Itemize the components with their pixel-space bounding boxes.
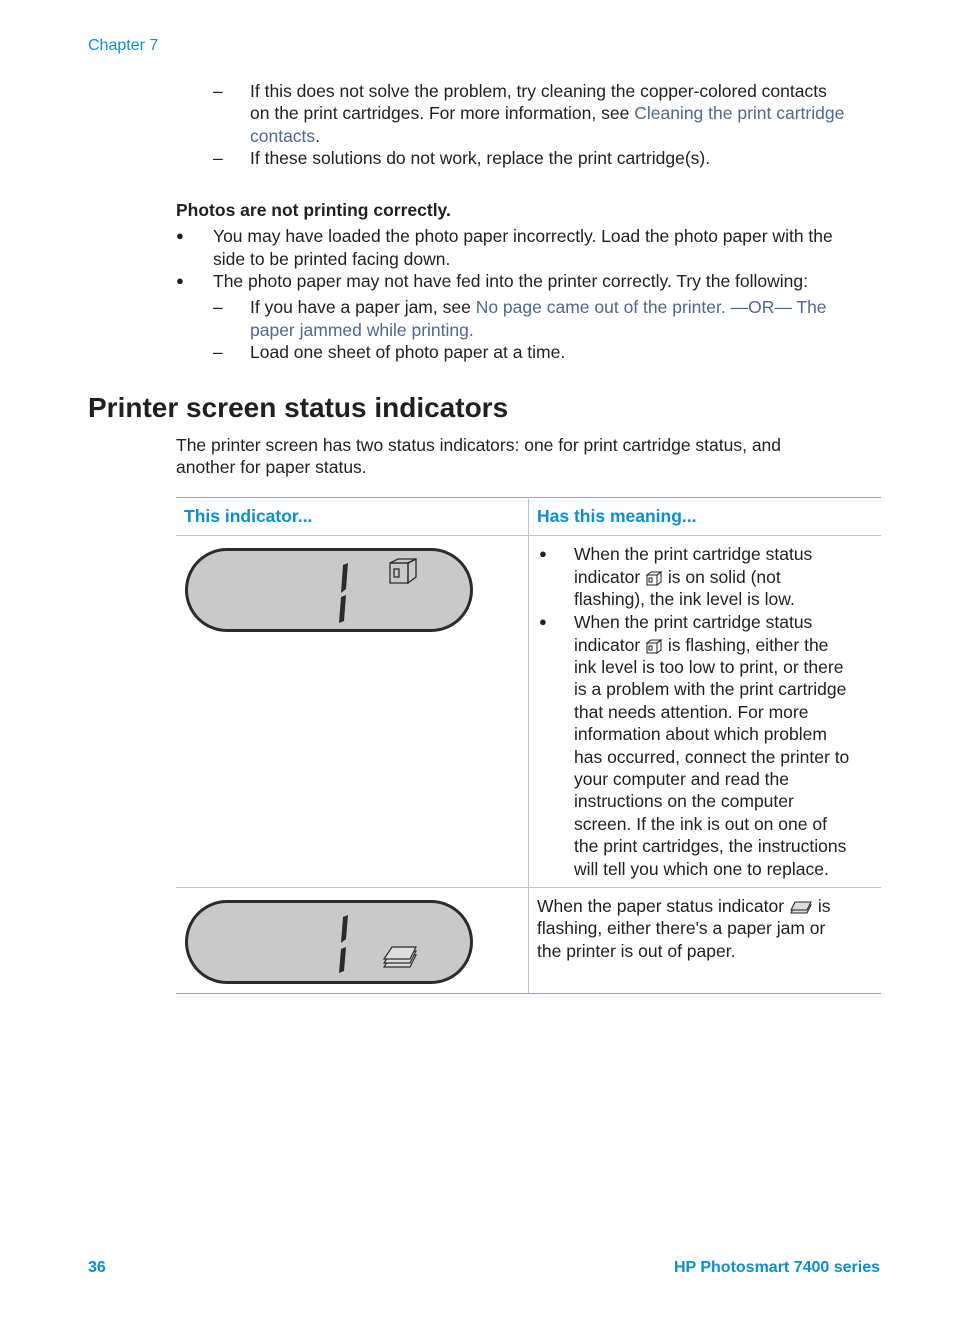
cell-text: has occurred, connect the printer to [574,747,850,767]
page-number: 36 [88,1259,106,1276]
text: If you have a paper jam, see [250,297,476,317]
list-text: If this does not solve the problem, try cleaning the copper-colored contacts [250,81,827,101]
link-cleaning-contacts[interactable]: contacts [250,126,316,146]
table-header: Has this meaning... [537,506,697,526]
table-rule [176,887,881,888]
text: on the print cartridges. For more information, see [250,103,635,123]
text: indicator [574,567,641,587]
cartridge-icon [645,570,663,586]
cell-text: screen. If the ink is out on one of [574,814,827,834]
text: . [315,126,321,146]
list-text: If these solutions do not work, replace the print cartridge(s). [250,148,711,168]
bullet-marker: ● [176,273,184,288]
subheading: Photos are not printing correctly. [176,200,451,220]
cartridge-icon [645,638,663,654]
link-cleaning-contacts[interactable]: Cleaning the print cartridge [634,103,845,123]
cartridge-icon [390,559,416,583]
bullet-marker: ● [539,614,547,629]
list-text [250,296,827,318]
cell-text: is a problem with the print cartridge [574,679,847,699]
cell-text: ink level is too low to print, or there [574,657,844,677]
cell-text: flashing, either there's a paper jam or [537,918,826,938]
cell-text: your computer and read the [574,769,789,789]
dash-marker: – [213,81,223,101]
table-column-divider [528,497,529,994]
paragraph: another for paper status. [176,457,367,477]
cell-text [574,566,781,588]
table-header: This indicator... [184,506,313,526]
paper-stack-icon [789,899,813,915]
cell-text: the print cartridges, the instructions [574,836,847,856]
cell-text: information about which problem [574,724,827,744]
text: is on solid (not [667,567,781,587]
bullet-marker: ● [539,546,547,561]
text: When the paper status indicator [537,896,785,916]
product-name: HP Photosmart 7400 series [673,1259,880,1276]
text: is [817,896,831,916]
cell-text: When the print cartridge status [574,544,813,564]
list-text: The photo paper may not have fed into the printer correctly. Try the following: [213,271,808,291]
dash-marker: – [213,342,223,362]
cell-text [537,895,830,917]
paragraph: The printer screen has two status indicators: one for print cartridge status, and [176,435,782,455]
cell-text: the printer is out of paper. [537,941,736,961]
cell-text: will tell you which one to replace. [574,859,829,879]
list-text: side to be printed facing down. [213,249,451,269]
text: indicator [574,635,641,655]
cell-text: that needs attention. For more [574,702,809,722]
dash-marker: – [213,297,223,317]
list-text: You may have loaded the photo paper incorrectly. Load the photo paper with the [213,226,833,246]
bullet-marker: ● [176,228,184,243]
paper-stack-icon [384,947,416,967]
chapter-label: Chapter 7 [88,37,159,54]
cell-text: instructions on the computer [574,791,794,811]
cell-text: When the print cartridge status [574,612,813,632]
list-text [250,102,844,124]
link-paper-jammed[interactable]: paper jammed while printing. [250,320,474,340]
lcd-digit-one-icon [188,903,470,981]
cell-text: flashing), the ink level is low. [574,589,795,609]
lcd-paper-indicator [185,900,473,984]
table-bottom-rule [176,993,881,994]
lcd-digit-one-icon [188,551,470,629]
cell-text [574,634,828,656]
list-text [250,125,320,147]
dash-marker: – [213,148,223,168]
section-heading: Printer screen status indicators [88,392,509,423]
lcd-cartridge-indicator [185,548,473,632]
list-text: Load one sheet of photo paper at a time. [250,342,566,362]
link-no-page[interactable]: No page came out of the printer. —OR— The [475,297,827,317]
text: is flashing, either the [667,635,829,655]
